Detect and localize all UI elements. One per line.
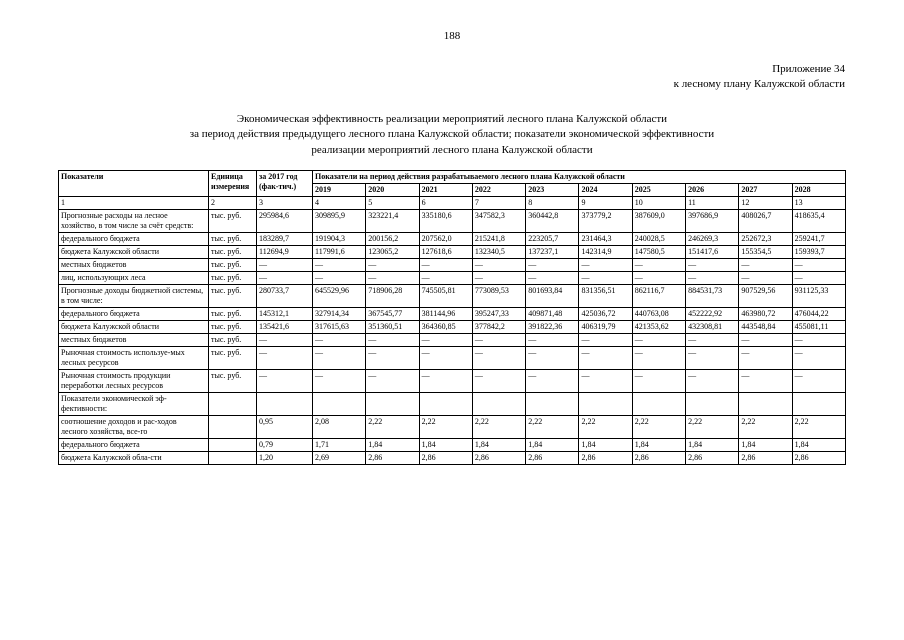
row-value: 2,22 [366,416,419,439]
row-value: — [632,334,685,347]
row-value: 2,86 [579,452,632,465]
row-value: 259241,7 [792,233,845,246]
table-row [59,334,846,347]
row-value: 364360,85 [419,321,472,334]
row-value: — [686,347,739,370]
numbering-cell: 11 [686,197,739,210]
table-row [59,416,846,439]
row-value [632,393,685,416]
appendix-block [674,62,845,93]
row-value: 323221,4 [366,210,419,233]
row-value: — [632,370,685,393]
row-unit: тыс. руб. [209,272,257,285]
row-value: — [632,272,685,285]
row-value: 191904,3 [313,233,366,246]
row-value: — [579,370,632,393]
row-label: федерального бюджета [59,233,209,246]
doc-title-line-2: за период действия предыдущего лесного плана Калужской области; показатели экономической эффективности [189,128,715,141]
numbering-cell: 8 [526,197,579,210]
row-value: 1,84 [792,439,845,452]
header-year: 2027 [739,184,792,197]
row-value: — [366,347,419,370]
row-value: 240028,5 [632,233,685,246]
row-value: 112694,9 [257,246,313,259]
numbering-cell: 7 [472,197,525,210]
row-label: бюджета Калужской области [59,246,209,259]
row-value: 223205,7 [526,233,579,246]
row-value: 137237,1 [526,246,579,259]
row-value: — [792,272,845,285]
header-year: 2021 [419,184,472,197]
row-value: — [313,347,366,370]
numbering-cell: 3 [257,197,313,210]
row-value: — [257,334,313,347]
row-value: 406319,79 [579,321,632,334]
row-value: 246269,3 [686,233,739,246]
row-value: 2,22 [739,416,792,439]
row-value: 397686,9 [686,210,739,233]
table-head [59,171,846,210]
header-row-numbering [59,197,846,210]
row-value: 2,22 [579,416,632,439]
row-unit: тыс. руб. [209,334,257,347]
row-value: 1,84 [579,439,632,452]
row-value: 2,86 [686,452,739,465]
numbering-cell: 5 [366,197,419,210]
row-label: федерального бюджета [59,308,209,321]
row-value: — [366,272,419,285]
row-value: — [366,370,419,393]
row-value [366,393,419,416]
row-value: — [579,272,632,285]
row-value: — [686,370,739,393]
row-value: 395247,33 [472,308,525,321]
row-value: 463980,72 [739,308,792,321]
row-value: — [472,272,525,285]
header-year: 2022 [472,184,525,197]
row-value [419,393,472,416]
row-value: 215241,8 [472,233,525,246]
row-value: — [792,334,845,347]
row-value: — [526,370,579,393]
doc-title [60,112,844,158]
row-value: — [472,347,525,370]
row-unit: тыс. руб. [209,285,257,308]
row-value: 718906,28 [366,285,419,308]
row-value [579,393,632,416]
row-value: — [257,370,313,393]
row-value: — [472,334,525,347]
row-value: 2,86 [366,452,419,465]
row-value: 801693,84 [526,285,579,308]
table-row [59,272,846,285]
row-unit [209,416,257,439]
row-value: 2,86 [739,452,792,465]
header-year: 2025 [632,184,685,197]
row-value: 645529,96 [313,285,366,308]
table-row [59,233,846,246]
row-value: 117991,6 [313,246,366,259]
row-unit [209,452,257,465]
header-year: 2024 [579,184,632,197]
row-value: — [257,272,313,285]
row-label: Рыночная стоимость продукции переработки лесных ресурсов [59,370,209,393]
row-unit [209,393,257,416]
row-value: 317615,63 [313,321,366,334]
row-value [686,393,739,416]
row-value: 145312,1 [257,308,313,321]
table-row [59,439,846,452]
row-unit: тыс. руб. [209,259,257,272]
numbering-cell: 1 [59,197,209,210]
row-value: 409871,48 [526,308,579,321]
numbering-cell: 12 [739,197,792,210]
row-value: 907529,56 [739,285,792,308]
row-value: — [739,347,792,370]
row-value: 418635,4 [792,210,845,233]
row-value: — [579,334,632,347]
row-value: — [686,259,739,272]
row-value: 127618,6 [419,246,472,259]
row-value: 123065,2 [366,246,419,259]
row-value: — [419,370,472,393]
header-row-main [59,171,846,184]
table-row [59,210,846,233]
row-unit: тыс. руб. [209,370,257,393]
row-unit: тыс. руб. [209,321,257,334]
row-value: 2,86 [792,452,845,465]
table-row [59,452,846,465]
row-value: 440763,08 [632,308,685,321]
row-unit: тыс. руб. [209,246,257,259]
row-label: бюджета Калужской области [59,321,209,334]
row-value: 425036,72 [579,308,632,321]
row-value: 132340,5 [472,246,525,259]
row-value: 381144,96 [419,308,472,321]
table-row [59,246,846,259]
row-value: 2,86 [472,452,525,465]
row-value: 2,22 [792,416,845,439]
row-value: 200156,2 [366,233,419,246]
row-value: — [419,334,472,347]
row-value: 231464,3 [579,233,632,246]
row-value: — [632,259,685,272]
row-value: 476044,22 [792,308,845,321]
numbering-cell: 13 [792,197,845,210]
row-value [792,393,845,416]
row-value: 142314,9 [579,246,632,259]
row-value: 421353,62 [632,321,685,334]
row-value: — [739,259,792,272]
row-value: 831356,51 [579,285,632,308]
row-unit [209,439,257,452]
row-value: 159393,7 [792,246,845,259]
numbering-cell: 4 [313,197,366,210]
row-value: — [739,370,792,393]
table-row [59,393,846,416]
row-value: 1,84 [526,439,579,452]
row-value: 360442,8 [526,210,579,233]
row-value: — [526,347,579,370]
row-value: — [579,259,632,272]
row-value: 1,84 [686,439,739,452]
table-row [59,321,846,334]
row-value: 295984,6 [257,210,313,233]
table-wrap [58,170,846,465]
row-label: соотношение доходов и рас-ходов лесного хозяйства, все-го [59,416,209,439]
row-value: 2,22 [686,416,739,439]
row-value: 0,79 [257,439,313,452]
row-value: 2,86 [526,452,579,465]
header-year: 2020 [366,184,419,197]
row-value: — [686,272,739,285]
row-value: 1,84 [739,439,792,452]
numbering-cell: 9 [579,197,632,210]
header-period-span: Показатели на период действия разрабатываемого лесного плана Калужской области [313,171,846,184]
row-value: — [257,259,313,272]
row-value: 455081,11 [792,321,845,334]
row-value: — [792,259,845,272]
header-indicators: Показатели [59,171,209,197]
table-row [59,285,846,308]
numbering-cell: 6 [419,197,472,210]
row-value: 1,71 [313,439,366,452]
row-value: — [526,334,579,347]
row-unit: тыс. руб. [209,233,257,246]
row-value: — [419,259,472,272]
row-value: 773089,53 [472,285,525,308]
row-value: 309895,9 [313,210,366,233]
row-value: — [366,334,419,347]
row-value: 135421,6 [257,321,313,334]
row-value: 2,86 [419,452,472,465]
row-value: 2,86 [632,452,685,465]
row-label: лиц, использующих леса [59,272,209,285]
row-value: — [366,259,419,272]
row-value: — [526,259,579,272]
header-year: 2026 [686,184,739,197]
header-2017: за 2017 год (фак-тич.) [257,171,313,197]
row-value: 2,22 [526,416,579,439]
row-value: 1,20 [257,452,313,465]
row-label: бюджета Калужской обла-сти [59,452,209,465]
row-unit: тыс. руб. [209,347,257,370]
row-value: 408026,7 [739,210,792,233]
row-value: 367545,77 [366,308,419,321]
row-value: 391822,36 [526,321,579,334]
row-value: 2,08 [313,416,366,439]
row-value: 252672,3 [739,233,792,246]
row-value [526,393,579,416]
header-unit: Единица измерения [209,171,257,197]
row-value: 347582,3 [472,210,525,233]
table-row [59,308,846,321]
row-value: — [313,334,366,347]
row-value: 387609,0 [632,210,685,233]
row-label: местных бюджетов [59,334,209,347]
row-value: — [792,347,845,370]
row-value: — [313,259,366,272]
row-value: 2,22 [419,416,472,439]
row-value: 207562,0 [419,233,472,246]
row-value: 1,84 [419,439,472,452]
row-label: Рыночная стоимость используе-мых лесных ресурсов [59,347,209,370]
row-value: 183289,7 [257,233,313,246]
appendix-line-2: к лесному плану Калужской области [673,78,845,91]
row-value: 884531,73 [686,285,739,308]
row-value: — [313,370,366,393]
appendix-line-1: Приложение 34 [772,63,845,75]
row-value: — [792,370,845,393]
row-value: 280733,7 [257,285,313,308]
page-number: 188 [443,30,461,42]
row-value: — [419,272,472,285]
row-value: — [472,370,525,393]
numbering-cell: 2 [209,197,257,210]
table-body [59,210,846,465]
row-value [472,393,525,416]
row-unit: тыс. руб. [209,308,257,321]
row-value: 443548,84 [739,321,792,334]
row-value: 351360,51 [366,321,419,334]
row-value: — [419,347,472,370]
economics-table [58,170,846,465]
row-value: 335180,6 [419,210,472,233]
row-value: 2,22 [472,416,525,439]
row-value: 862116,7 [632,285,685,308]
row-label: Прогнозные доходы бюджетной системы, в том числе: [59,285,209,308]
row-value: 377842,2 [472,321,525,334]
row-label: федерального бюджета [59,439,209,452]
row-value: 432308,81 [686,321,739,334]
row-value: — [472,259,525,272]
row-value: 1,84 [366,439,419,452]
doc-title-line-3: реализации мероприятий лесного плана Калужской области [311,143,593,156]
row-label: Показатели экономической эф-фективности: [59,393,209,416]
row-value: 155354,5 [739,246,792,259]
row-value: — [313,272,366,285]
row-value: 373779,2 [579,210,632,233]
row-value: — [579,347,632,370]
header-year: 2019 [313,184,366,197]
row-value: 931125,33 [792,285,845,308]
row-value: 1,84 [632,439,685,452]
doc-title-line-1: Экономическая эффективность реализации мероприятий лесного плана Калужской области [236,113,668,125]
row-value: — [257,347,313,370]
row-value: 452222,92 [686,308,739,321]
numbering-cell: 10 [632,197,685,210]
row-label: местных бюджетов [59,259,209,272]
row-value [739,393,792,416]
row-value: 1,84 [472,439,525,452]
row-value [257,393,313,416]
row-value: — [739,272,792,285]
row-value [313,393,366,416]
row-value: 327914,34 [313,308,366,321]
row-value: — [739,334,792,347]
row-value: 147580,5 [632,246,685,259]
header-year: 2028 [792,184,845,197]
header-year: 2023 [526,184,579,197]
row-value: — [526,272,579,285]
row-unit: тыс. руб. [209,210,257,233]
table-row [59,370,846,393]
row-value: 2,22 [632,416,685,439]
table-row [59,259,846,272]
row-label: Прогнозные расходы на лесное хозяйство, в том числе за счёт средств: [59,210,209,233]
row-value: 0,95 [257,416,313,439]
row-value: 2,69 [313,452,366,465]
row-value: 151417,6 [686,246,739,259]
row-value: — [686,334,739,347]
table-row [59,347,846,370]
row-value: — [632,347,685,370]
row-value: 745505,81 [419,285,472,308]
